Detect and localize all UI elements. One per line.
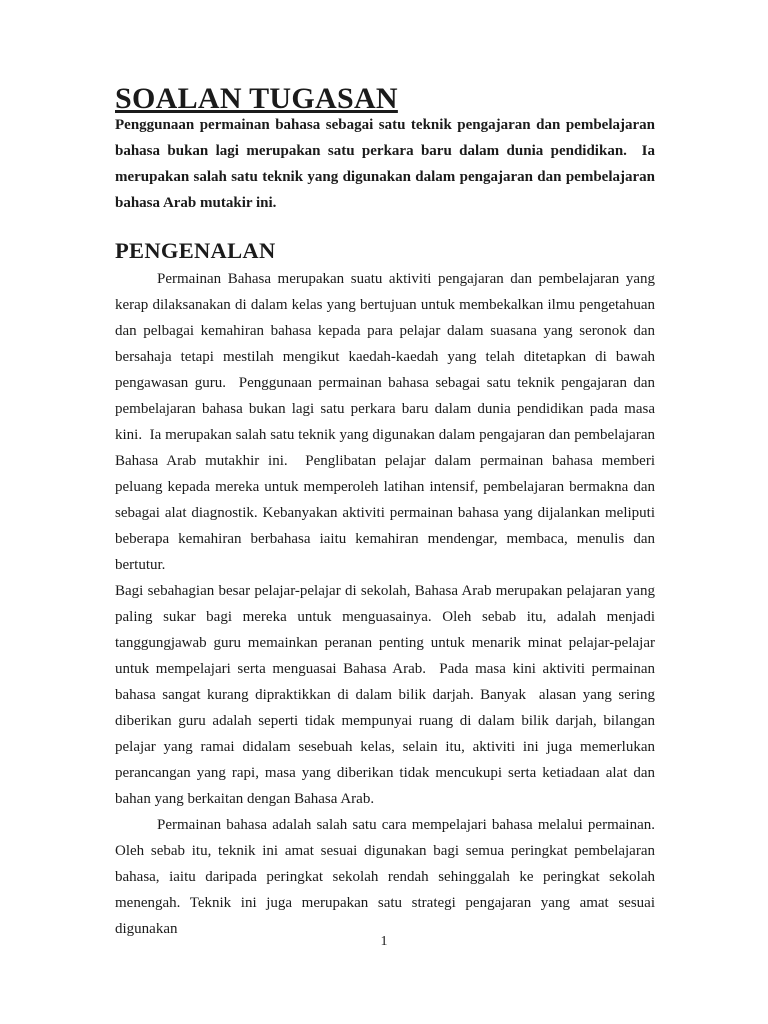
intro-paragraph: Penggunaan permainan bahasa sebagai satu teknik pengajaran dan pembelajaran bahasa bukan lagi merupakan satu perkara baru dalam dunia pendidikan. Ia merupakan salah satu teknik yang digunakan dalam pengajaran dan pembelajaran bahasa Arab mutakir ini. [115, 117, 659, 211]
page-number: 1 [380, 934, 388, 949]
section-heading-pengenalan: PENGENALAN [115, 238, 276, 263]
document-title: SOALAN TUGASAN [115, 82, 398, 115]
body-paragraph-3: Permainan bahasa adalah salah satu cara mempelajari bahasa melalui permainan. Oleh sebab itu, teknik ini amat sesuai digunakan bagi semua peringkat pembelajaran bahasa, iaitu daripada peringkat sekolah rendah sehinggalah ke peringkat sekolah menengah. Teknik ini juga merupakan satu strategi pengajaran yang amat sesuai digunakan [115, 817, 659, 937]
body-paragraph-1: Permainan Bahasa merupakan suatu aktiviti pengajaran dan pembelajaran yang kerap dilaksanakan di dalam kelas yang bertujuan untuk membekalkan ilmu pengetahuan dan pelbagai kemahiran bahasa kepada para pelajar dalam suasana yang seronok dan bersahaja tetapi mestilah mengikut kaedah-kaedah yang telah ditetapkan di bawah pengawasan guru. Penggunaan permainan bahasa sebagai satu teknik pengajaran dan pembelajaran bahasa bukan lagi satu perkara baru dalam dunia pendidikan pada masa kini. Ia merupakan salah satu teknik yang digunakan dalam pengajaran dan pembelajaran Bahasa Arab mutakhir ini. Penglibatan pelajar dalam permainan bahasa memberi peluang kepada mereka untuk memperoleh latihan intensif, pembelajaran bermakna dan sebagai alat diagnostik. Kebanyakan aktiviti permainan bahasa yang dijalankan meliputi beberapa kemahiran berbahasa iaitu kemahiran mendengar, membaca, menulis dan bertutur. [115, 271, 659, 573]
body-paragraph-2: Bagi sebahagian besar pelajar-pelajar di sekolah, Bahasa Arab merupakan pelajaran yang paling sukar bagi mereka untuk menguasainya. Oleh sebab itu, adalah menjadi tanggungjawab guru memainkan peranan penting untuk menarik minat pelajar-pelajar untuk mempelajari serta menguasai Bahasa Arab. Pada masa kini aktiviti permainan bahasa sangat kurang dipraktikkan di dalam bilik darjah. Banyak alasan yang sering diberikan guru adalah seperti tidak mempunyai ruang di dalam bilik darjah, bilangan pelajar yang ramai didalam sesebuah kelas, selain itu, aktiviti ini juga memerlukan perancangan yang rapi, masa yang diberikan tidak mencukupi serta ketiadaan alat dan bahan yang berkaitan dengan Bahasa Arab. [115, 583, 659, 807]
